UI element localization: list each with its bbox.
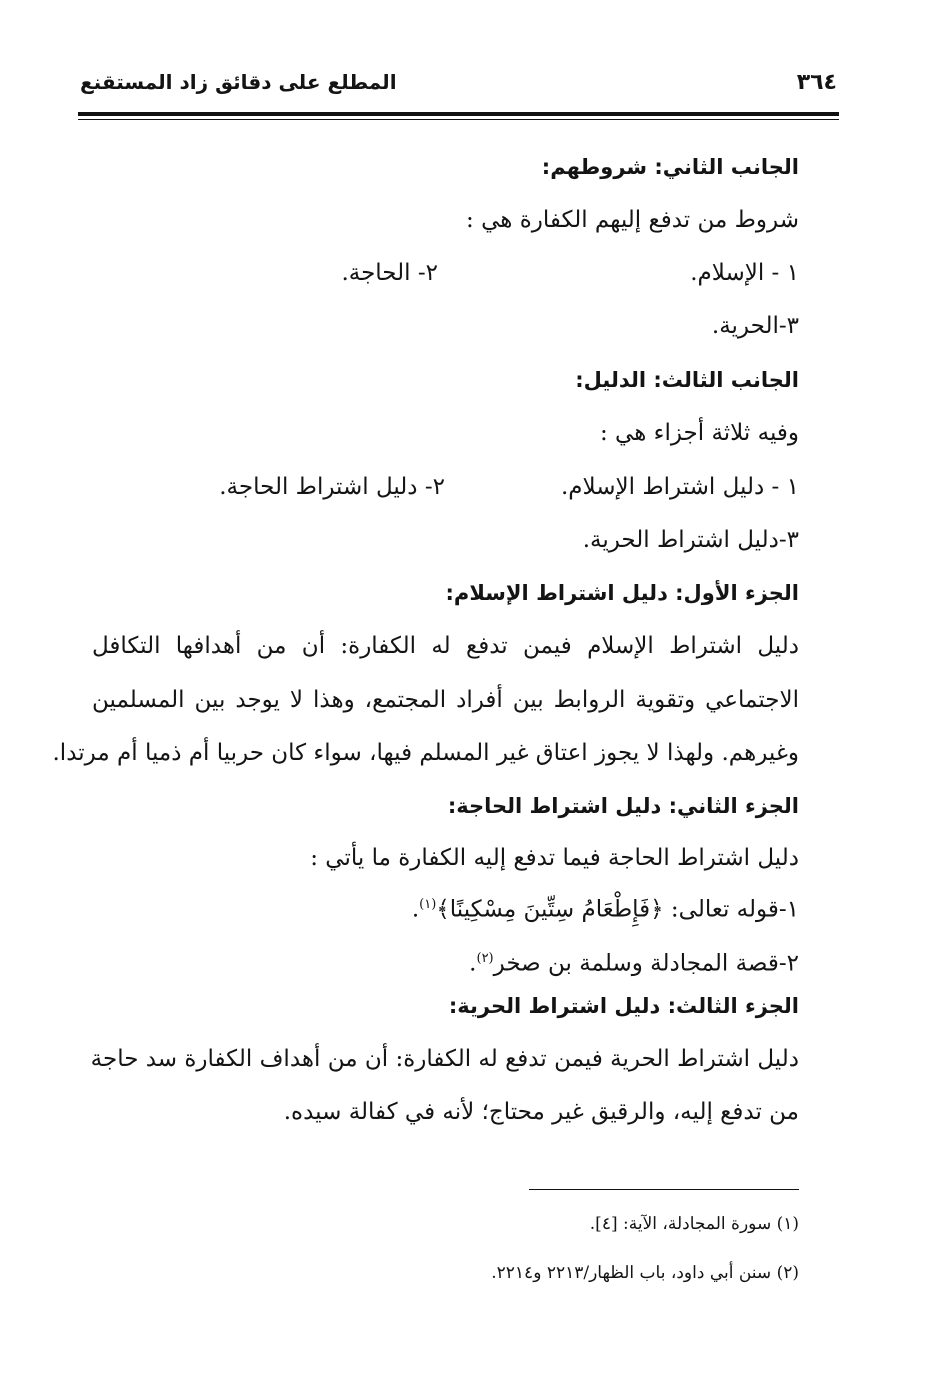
part1-heading: الجزء الأول: دليل اشتراط الإسلام: <box>445 581 799 605</box>
part1-paragraph-line-3: وغيرهم. ولهذا لا يجوز اعتاق غير المسلم فيها، سواء كان حربيا أم ذميا أم مرتدا. <box>52 740 799 766</box>
section3-item-1: ١ - دليل اشتراط الإسلام. <box>561 474 799 500</box>
section2-item-1: ١ - الإسلام. <box>690 260 799 286</box>
part2-heading: الجزء الثاني: دليل اشتراط الحاجة: <box>447 794 799 818</box>
footnote-1: (١) سورة المجادلة، الآية: [٤]. <box>589 1214 799 1234</box>
section3-item-2: ٢- دليل اشتراط الحاجة. <box>219 474 445 500</box>
footnote-2: (٢) سنن أبي داود، باب الظهار/٢٢١٣ و٢٢١٤. <box>491 1263 799 1283</box>
section3-heading: الجانب الثالث: الدليل: <box>575 368 799 392</box>
section3-intro: وفيه ثلاثة أجزاء هي : <box>599 420 799 446</box>
story-citation: ٢-قصة المجادلة وسلمة بن صخر <box>493 950 799 977</box>
part3-heading: الجزء الثالث: دليل اشتراط الحرية: <box>448 994 799 1018</box>
section2-item-2: ٢- الحاجة. <box>341 260 438 286</box>
part1-paragraph-line-2: الاجتماعي وتقوية الروابط بين أفراد المجتمع، وهذا لا يوجد بين المسلمين <box>92 687 799 713</box>
footnote-ref-1[interactable]: (١) <box>419 897 437 912</box>
header-rule-thin <box>78 119 839 120</box>
part3-paragraph-line-2: من تدفع إليه، والرقيق غير محتاج؛ لأنه في كفالة سيده. <box>283 1099 799 1125</box>
item-end-period: . <box>411 896 420 923</box>
section2-heading: الجانب الثاني: شروطهم: <box>541 155 799 179</box>
part2-item-1 <box>412 890 799 925</box>
part1-paragraph-line-1: دليل اشتراط الإسلام فيمن تدفع له الكفارة: أن من أهدافها التكافل <box>92 633 799 659</box>
section2-item-3: ٣-الحرية. <box>711 313 799 339</box>
quran-verse-citation: ١-قوله تعالى: ﴿فَإِطْعَامُ سِتِّينَ مِسْكِينًا﴾ <box>436 896 799 923</box>
footnote-ref-2[interactable]: (٢) <box>476 951 494 966</box>
page-header <box>80 66 837 106</box>
item-end-period: . <box>469 950 477 977</box>
part2-intro: دليل اشتراط الحاجة فيما تدفع إليه الكفارة ما يأتي : <box>310 845 799 871</box>
part3-paragraph-line-1: دليل اشتراط الحرية فيمن تدفع له الكفارة: أن من أهداف الكفارة سد حاجة <box>90 1046 799 1072</box>
book-title: المطلع على دقائق زاد المستقنع <box>80 70 397 94</box>
page-number: ٣٦٤ <box>796 70 837 95</box>
header-rule-thick <box>78 112 839 116</box>
section3-item-3: ٣-دليل اشتراط الحرية. <box>582 527 799 553</box>
part2-item-2 <box>469 944 799 979</box>
section2-intro: شروط من تدفع إليهم الكفارة هي : <box>466 207 799 233</box>
footnote-separator <box>529 1189 799 1190</box>
